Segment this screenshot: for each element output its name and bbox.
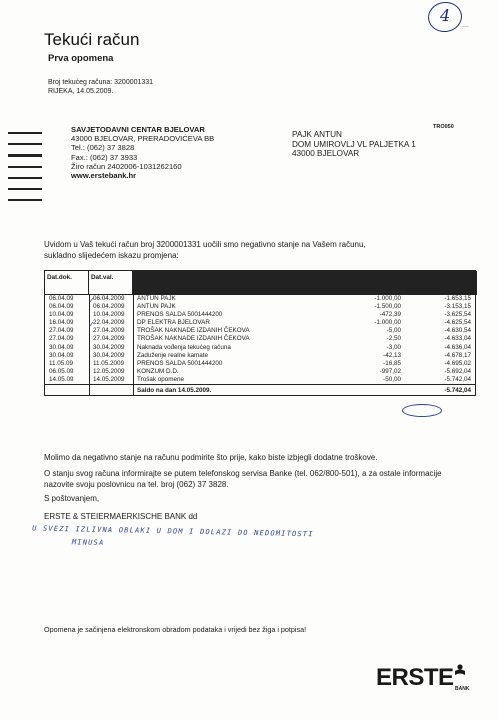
table-row (45, 368, 475, 376)
cell-dat-val: 27.04.2009 (93, 335, 125, 343)
sender-block (71, 125, 214, 180)
paragraph-info-line2: nazovite svoju poslovnicu na tel. broj (062) 37 3828. (44, 479, 229, 489)
cell-dat-dok: 14.05.09 (49, 375, 74, 383)
table-row (45, 327, 475, 335)
document-title: Tekući račun (44, 30, 140, 49)
cell-iznos: -1.500,00 (374, 303, 401, 311)
account-number-line: Broj tekućeg računa: 3200001331 (48, 79, 154, 86)
cell-iznos: -50,00 (383, 375, 401, 383)
mark-line (8, 154, 42, 156)
intro-line1: Uvidom u Vaš tekući račun broj 3200001331 uočili smo negativno stanje na Vašem računu, (44, 240, 366, 249)
sender-tel: Tel.: (062) 37 3828 (71, 143, 135, 153)
cell-dat-val: 30.04.2009 (93, 343, 125, 351)
paragraph-info (44, 469, 476, 490)
cell-dat-val: 22.04.2009 (93, 319, 125, 327)
place-date: RIJEKA, 14.05.2009. (48, 88, 114, 95)
mark-line (8, 177, 42, 179)
cell-dat-dok: 06.04.09 (49, 303, 74, 311)
footer-note: Opomena je sačinjena elektronskom obradom podataka i vrijedi bez žiga i potpisa! (44, 625, 307, 634)
sender-fax: Fax.: (062) 37 3933 (71, 152, 138, 162)
cell-dat-dok: 27.04.09 (49, 327, 74, 335)
envelope-marks (8, 132, 42, 210)
cell-dat-dok: 06.05.09 (49, 367, 74, 375)
handwritten-number: 4 (440, 6, 451, 25)
cell-iznos: -997,02 (379, 367, 401, 375)
receiver-block (292, 130, 416, 159)
intro-line2: sukladno slijedećem iskazu promjena: (44, 251, 179, 260)
cell-dat-dok: 11.05.09 (49, 359, 74, 367)
mark-line (8, 199, 42, 201)
cell-opis: Trošak opomene (137, 375, 185, 383)
mark-line (8, 132, 42, 134)
cell-opis: ANTUN PAJK (137, 295, 176, 302)
receiver-line3: 43000 BJELOVAR (292, 149, 360, 158)
cell-saldo: -4.678,17 (444, 351, 471, 359)
table-row (45, 376, 475, 384)
table-footer (45, 384, 475, 395)
handwritten-note-line2: MINUSA (71, 538, 105, 547)
erste-logo-bank: BANK (455, 686, 470, 692)
table-row (45, 311, 475, 319)
table-row (45, 295, 475, 303)
handwritten-tick: ✓ (88, 320, 95, 329)
mark-line (8, 188, 42, 190)
cell-opis: ANTUN PAJK (137, 303, 176, 311)
cell-opis: Naknada vođenja tekućeg računa (137, 343, 231, 351)
cell-dat-val: 06.04.2009 (93, 303, 125, 311)
cell-dat-dok: 30.04.09 (49, 343, 74, 351)
cell-iznos: -16,85 (383, 359, 401, 367)
cell-dat-dok: 30.04.09 (49, 351, 74, 359)
cell-opis: TROŠAK NAKNADE IZDANIH ČEKOVA (137, 327, 250, 335)
cell-dat-dok: 10.04.09 (49, 311, 74, 319)
cell-dat-dok: 16.04.09 (49, 319, 74, 327)
handwritten-note-line1: U SVEZI IZLIVNA OBLAKI U DOM I DOLAZI DO NEDOMITOSTI (32, 524, 314, 539)
cell-iznos: -472,39 (379, 311, 401, 319)
table-row (45, 319, 475, 327)
cell-opis: DP ELEKTRA BJELOVAR (137, 319, 210, 327)
saldo-label: Saldo na dan 14.05.2009. (137, 387, 212, 395)
cell-iznos: -1.000,00 (374, 295, 401, 302)
column-divider (89, 295, 90, 395)
cell-saldo: -4.633,04 (444, 335, 471, 343)
handwritten-note (32, 522, 472, 557)
table-row (45, 344, 475, 352)
header-dat-dok: Dat.dok. (45, 271, 89, 295)
cell-dat-val: 27.04.2009 (93, 327, 125, 335)
sender-giro: Žiro račun 2402006-1031262160 (71, 161, 182, 171)
sender-name: SAVJETODAVNI CENTAR BJELOVAR (71, 125, 205, 134)
cell-saldo: -4.695,02 (444, 359, 471, 367)
intro-text (44, 239, 464, 261)
cell-dat-val: 12.05.2009 (93, 367, 125, 375)
bank-name: ERSTE & STEIERMAERKISCHE BANK dd (44, 512, 198, 521)
paragraph-payment: Molimo da negativno stanje na računu podmirite što prije, kako biste izbjegli dodatne troškove. (44, 453, 378, 462)
cell-opis: PRENOS SALDA 5001444200 (137, 311, 223, 319)
receiver-line2: DOM UMIROVLJ VL PALJETKA 1 (292, 139, 416, 149)
transactions-table (44, 270, 476, 396)
table-row (45, 352, 475, 360)
cell-iznos: -1.000,00 (374, 319, 401, 327)
cell-saldo: -4.625,54 (444, 319, 471, 327)
cell-saldo: -5.742,04 (444, 375, 471, 383)
greeting: S poštovanjem, (44, 494, 100, 503)
cell-opis: Zaduženje realne kamate (137, 351, 209, 359)
cell-dat-val: 30.04.2009 (93, 351, 125, 359)
cell-opis: TROŠAK NAKNADE IZDANIH ČEKOVA (137, 335, 250, 343)
cell-iznos: -42,13 (383, 351, 401, 359)
cell-saldo: -4.636,04 (444, 343, 471, 351)
handwritten-tick: ✓ (88, 296, 95, 305)
cell-dat-val: 06.04.2009 (93, 295, 125, 302)
cell-saldo: -3.625,54 (444, 311, 471, 319)
mark-line (8, 166, 42, 168)
handwritten-scribble: ~~~ (462, 24, 470, 29)
document-code: TRO050 (433, 124, 454, 130)
cell-dat-val: 11.05.2009 (93, 359, 125, 367)
sender-address: 43000 BJELOVAR, PRERADOVIĆEVA BB (71, 134, 215, 144)
cell-dat-dok: 27.04.09 (49, 335, 74, 343)
cell-iznos: -5,00 (386, 327, 401, 335)
handwritten-circle-saldo (402, 404, 442, 417)
mark-line (8, 143, 42, 145)
cell-saldo: -4.630,54 (444, 327, 471, 335)
erste-s-logo-icon (453, 664, 467, 676)
cell-dat-val: 14.05.2009 (93, 375, 125, 383)
cell-iznos: -2,50 (386, 335, 401, 343)
cell-iznos: -3,00 (386, 343, 401, 351)
cell-saldo: -5.692,04 (444, 367, 471, 375)
cell-saldo: -1.653,15 (444, 295, 471, 302)
erste-logo-word: ERSTE (376, 664, 454, 691)
header-divider (133, 271, 477, 295)
receiver-name: PAJK ANTUN (292, 130, 342, 139)
sender-web: www.erstebank.hr (71, 171, 137, 181)
table-row (45, 303, 475, 311)
table-header (45, 271, 475, 295)
column-divider (133, 295, 134, 395)
table-row (45, 360, 475, 368)
cell-opis: KONZUM D.D. (137, 367, 179, 375)
cell-saldo: -3.153,15 (444, 303, 471, 311)
table-row (45, 335, 475, 343)
cell-dat-dok: 06.04.09 (49, 295, 74, 302)
cell-opis: PRENOS SALDA 5001444200 (137, 359, 223, 367)
table-body (45, 295, 475, 384)
paragraph-info-line1: O stanju svog računa informirajte se putem telefonskog servisa Banke (tel. 062/800-501), a za ostale informacije (44, 469, 442, 478)
cell-dat-val: 10.04.2009 (93, 311, 125, 319)
header-dat-val: Dat.val. (89, 271, 133, 295)
document-subtitle: Prva opomena (48, 53, 114, 64)
saldo-value: -5.742,04 (444, 387, 471, 395)
